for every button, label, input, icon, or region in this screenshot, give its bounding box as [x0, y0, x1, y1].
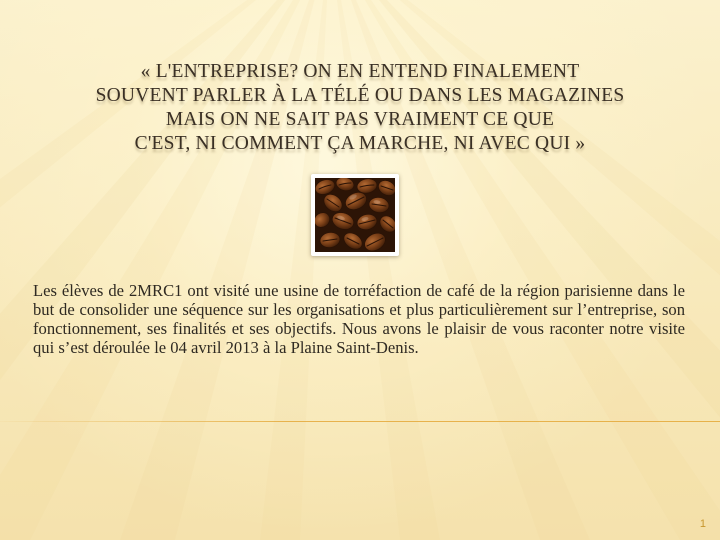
slide-title [40, 60, 680, 156]
coffee-beans-image [315, 178, 395, 252]
coffee-beans-photo [311, 174, 399, 256]
title-line-3: MAIS ON NE SAIT PAS VRAIMENT CE QUE [165, 109, 555, 130]
title-line-4: C'EST, NI COMMENT ÇA MARCHE, NI AVEC QUI » [134, 133, 586, 154]
title-line-1: « L'ENTREPRISE? ON EN ENTEND FINALEMENT [140, 61, 580, 82]
page-number: 1 [699, 518, 706, 530]
divider-line [0, 421, 720, 422]
title-line-2: SOUVENT PARLER À LA TÉLÉ OU DANS LES MAGAZINES [95, 85, 625, 106]
slide-body-text: Les élèves de 2MRC1 ont visité une usine de torréfaction de café de la région parisienne dans le but de consolider une séquence sur les organisations et plus particulièrement sur l’entreprise, son fonctionnement, ses finalités et ses objectifs. Nous avons le plaisir de vous raconter notre visite qui s’est déroulée le 04 avril 2013 à la Plaine Saint-Denis. [33, 281, 685, 357]
